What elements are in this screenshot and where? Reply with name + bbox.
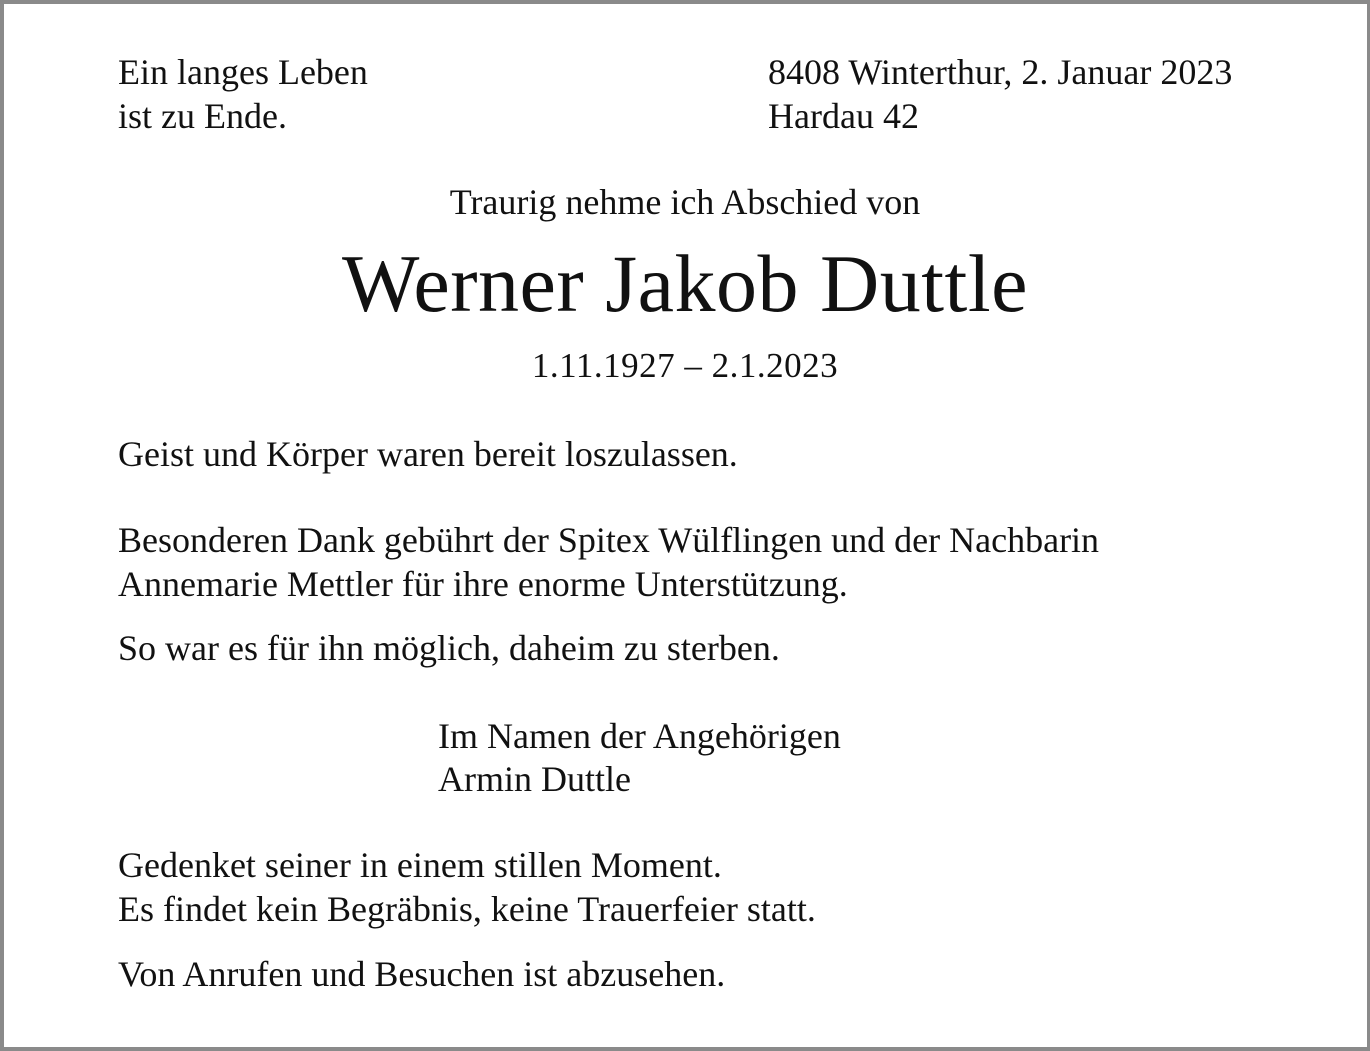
header-motto-line-1: Ein langes Leben [118, 52, 368, 92]
life-dates: 1.11.1927 – 2.1.2023 [531, 346, 839, 385]
signature-name: Armin Duttle [438, 759, 631, 799]
body-paragraph-2-line-1: Besonderen Dank gebührt der Spitex Wülflingen und der Nachbarin [118, 520, 1100, 560]
header-address: Hardau 42 [768, 96, 919, 136]
body-paragraph-3: So war es für ihn möglich, daheim zu sterben. [118, 628, 780, 668]
body-paragraph-1: Geist und Körper waren bereit loszulassen. [118, 434, 738, 474]
header-place-date: 8408 Winterthur, 2. Januar 2023 [768, 52, 1233, 92]
footer-line-1: Gedenket seiner in einem stillen Moment. [118, 845, 722, 885]
deceased-name: Werner Jakob Duttle [342, 238, 1028, 329]
footer-line-2: Es findet kein Begräbnis, keine Trauerfeier statt. [118, 889, 816, 929]
footer-line-3: Von Anrufen und Besuchen ist abzusehen. [118, 954, 726, 994]
announcement-intro: Traurig nehme ich Abschied von [449, 182, 921, 222]
signature-line-1: Im Namen der Angehörigen [438, 716, 841, 756]
header-motto-line-2: ist zu Ende. [118, 96, 287, 136]
body-paragraph-2-line-2: Annemarie Mettler für ihre enorme Unterstützung. [118, 564, 848, 604]
